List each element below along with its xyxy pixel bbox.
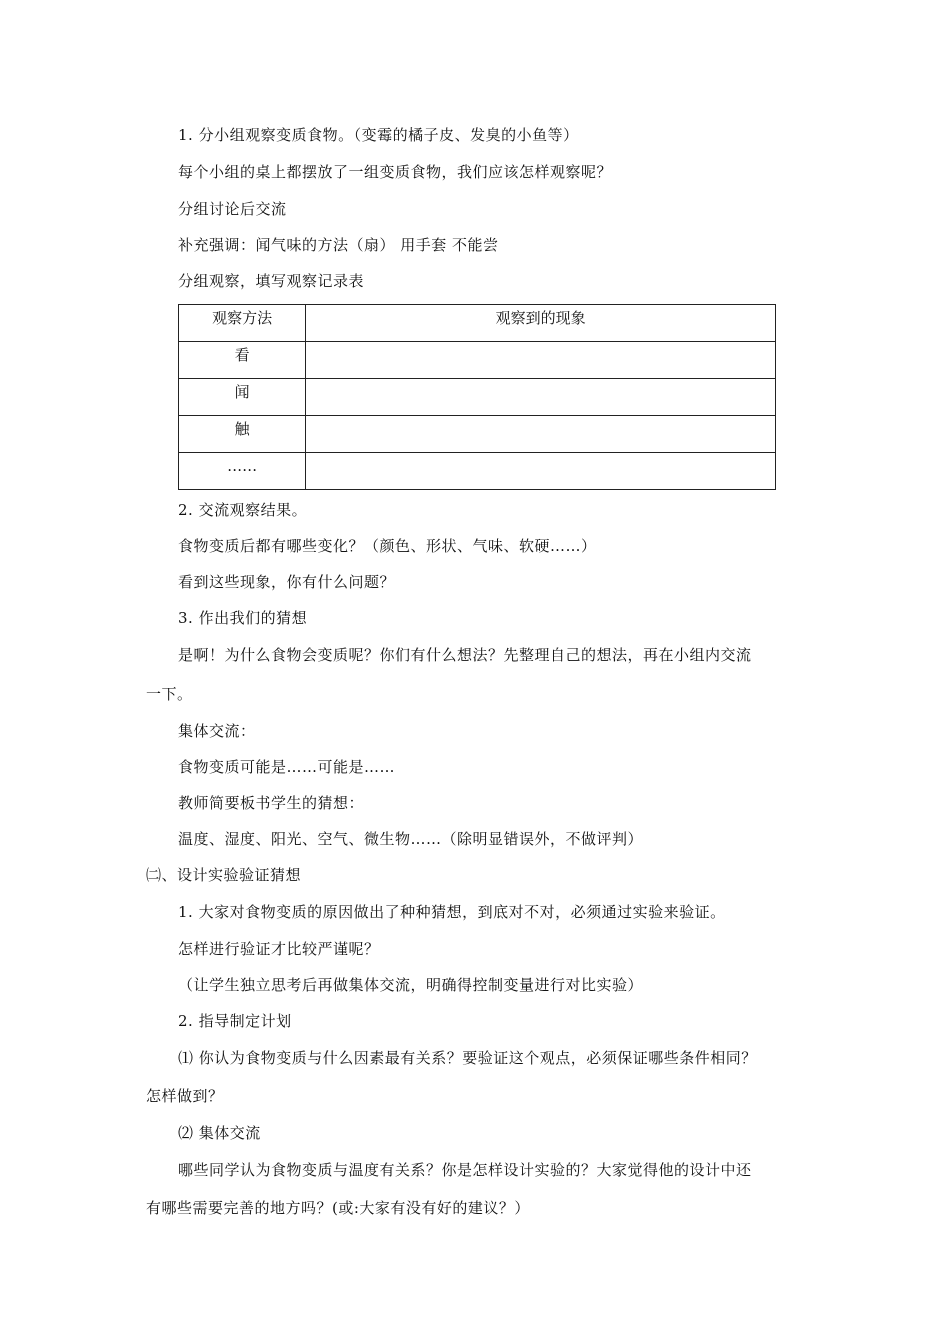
paragraph-collective-share: ⑵ 集体交流 xyxy=(178,1124,261,1142)
paragraph-maybe: 食物变质可能是……可能是…… xyxy=(178,758,396,776)
paragraph-factor-question-line1: ⑴ 你认为食物变质与什么因素最有关系？要验证这个观点，必须保证哪些条件相同？ xyxy=(178,1049,757,1067)
table-cell-method: 闻 xyxy=(179,379,306,416)
paragraph-verify: 1. 大家对食物变质的原因做出了种种猜想，到底对不对，必须通过实验来验证。 xyxy=(178,903,726,921)
table-cell-phenomenon xyxy=(306,416,776,453)
paragraph-fill-table: 分组观察，填写观察记录表 xyxy=(178,272,365,290)
table-row xyxy=(179,379,776,416)
paragraph-questions: 看到这些现象，你有什么问题？ xyxy=(178,573,396,591)
paragraph-make-guess: 3. 作出我们的猜想 xyxy=(178,609,308,627)
paragraph-group-discuss: 分组讨论后交流 xyxy=(178,200,287,218)
table-cell-phenomenon xyxy=(306,453,776,490)
table-row xyxy=(179,416,776,453)
paragraph-temperature-line2: 有哪些需要完善的地方吗？(或:大家有没有好的建议？） xyxy=(146,1199,530,1217)
table-cell-phenomenon xyxy=(306,379,776,416)
paragraph-factor-question-line2: 怎样做到？ xyxy=(146,1087,224,1105)
table-header-method: 观察方法 xyxy=(179,305,306,342)
table-row xyxy=(179,342,776,379)
table-cell-method: …… xyxy=(179,453,306,490)
paragraph-factors: 温度、湿度、阳光、空气、微生物……（除明显错误外，不做评判） xyxy=(178,830,644,848)
table-header-row xyxy=(179,305,776,342)
paragraph-why-spoil-line2: 一下。 xyxy=(146,685,193,703)
paragraph-observe-food: 1. 分小组观察变质食物。（变霉的橘子皮、发臭的小鱼等） xyxy=(178,126,579,144)
paragraph-share-results: 2. 交流观察结果。 xyxy=(178,501,308,519)
paragraph-rigorous: 怎样进行验证才比较严谨呢？ xyxy=(178,940,380,958)
paragraph-teacher-board: 教师简要板书学生的猜想： xyxy=(178,794,365,812)
observation-record-table xyxy=(178,304,776,490)
paragraph-temperature-line1: 哪些同学认为食物变质与温度有关系？你是怎样设计实验的？大家觉得他的设计中还 xyxy=(178,1161,752,1179)
paragraph-control-variables: （让学生独立思考后再做集体交流，明确得控制变量进行对比实验） xyxy=(178,976,644,994)
paragraph-why-spoil-line1: 是啊！为什么食物会变质呢？你们有什么想法？先整理自己的想法，再在小组内交流 xyxy=(178,646,752,664)
paragraph-emphasis: 补充强调：闻气味的方法（扇） 用手套 不能尝 xyxy=(178,236,499,254)
paragraph-guide-plan: 2. 指导制定计划 xyxy=(178,1012,292,1030)
paragraph-changes: 食物变质后都有哪些变化？（颜色、形状、气味、软硬……） xyxy=(178,537,597,555)
table-row xyxy=(179,453,776,490)
paragraph-how-observe: 每个小组的桌上都摆放了一组变质食物，我们应该怎样观察呢？ xyxy=(178,163,613,181)
table-cell-method: 看 xyxy=(179,342,306,379)
table-cell-phenomenon xyxy=(306,342,776,379)
section-heading-design-experiment: ㈡、设计实验验证猜想 xyxy=(146,866,302,884)
table-cell-method: 触 xyxy=(179,416,306,453)
paragraph-group-share: 集体交流： xyxy=(178,722,256,740)
table-header-phenomenon: 观察到的现象 xyxy=(306,305,776,342)
